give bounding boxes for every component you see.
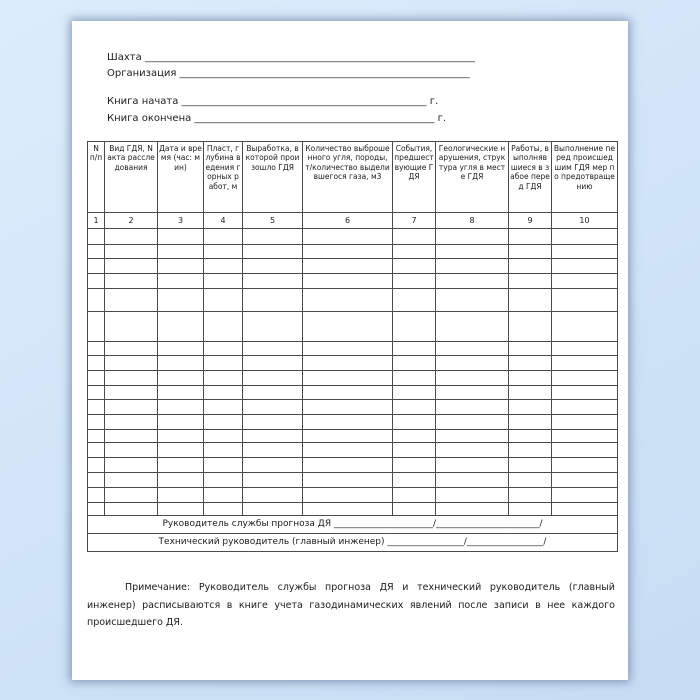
empty-cell	[393, 342, 436, 356]
empty-cell	[243, 443, 303, 458]
empty-cell	[552, 245, 618, 259]
empty-cell	[552, 430, 618, 443]
empty-cell	[509, 488, 552, 503]
empty-cell	[393, 356, 436, 371]
empty-cell	[509, 259, 552, 274]
empty-cell	[509, 386, 552, 400]
column-header-cell: Количество выброшенного угля, породы, т/количество выделившегося газа, м3	[303, 142, 393, 213]
empty-cell	[393, 274, 436, 289]
empty-cell	[303, 342, 393, 356]
field-label: Шахта	[107, 52, 142, 63]
signature-row	[88, 534, 618, 552]
empty-cell	[105, 289, 158, 312]
empty-cell	[436, 259, 509, 274]
empty-cell	[552, 443, 618, 458]
field-suffix: г.	[426, 96, 439, 107]
empty-cell	[303, 415, 393, 430]
field-blank-line: __________________________________________________________________	[144, 52, 475, 63]
empty-entry-row	[88, 458, 618, 473]
empty-entry-row	[88, 289, 618, 312]
empty-cell	[158, 488, 204, 503]
empty-cell	[436, 312, 509, 342]
column-header-cell: Выработка, в которой произошло ГДЯ	[243, 142, 303, 213]
empty-cell	[393, 386, 436, 400]
empty-cell	[88, 259, 105, 274]
empty-cell	[88, 245, 105, 259]
empty-cell	[303, 289, 393, 312]
empty-cell	[303, 371, 393, 386]
column-number-cell: 10	[552, 213, 618, 229]
empty-cell	[393, 443, 436, 458]
empty-cell	[436, 488, 509, 503]
empty-cell	[393, 312, 436, 342]
empty-cell	[204, 229, 243, 245]
empty-entry-row	[88, 488, 618, 503]
empty-cell	[243, 312, 303, 342]
empty-cell	[158, 458, 204, 473]
empty-cell	[552, 289, 618, 312]
empty-cell	[204, 503, 243, 516]
empty-cell	[204, 458, 243, 473]
empty-cell	[393, 488, 436, 503]
field-suffix: г.	[434, 113, 447, 124]
empty-cell	[204, 371, 243, 386]
empty-cell	[158, 356, 204, 371]
empty-cell	[509, 245, 552, 259]
empty-cell	[105, 415, 158, 430]
column-number-cell: 1	[88, 213, 105, 229]
empty-cell	[303, 386, 393, 400]
empty-cell	[158, 400, 204, 415]
empty-cell	[88, 503, 105, 516]
empty-cell	[243, 488, 303, 503]
empty-cell	[158, 371, 204, 386]
empty-cell	[552, 488, 618, 503]
empty-entry-row	[88, 356, 618, 371]
empty-cell	[552, 458, 618, 473]
empty-cell	[509, 371, 552, 386]
empty-cell	[303, 245, 393, 259]
empty-cell	[509, 289, 552, 312]
empty-cell	[393, 415, 436, 430]
empty-entry-row	[88, 430, 618, 443]
empty-cell	[436, 458, 509, 473]
empty-cell	[88, 458, 105, 473]
table-header-row	[88, 142, 618, 213]
gdya-registration-table	[87, 141, 618, 552]
empty-entry-row	[88, 400, 618, 415]
column-number-cell: 4	[204, 213, 243, 229]
empty-cell	[436, 473, 509, 488]
empty-cell	[243, 229, 303, 245]
empty-cell	[243, 259, 303, 274]
column-header-cell: Дата и время (час: мин)	[158, 142, 204, 213]
empty-cell	[552, 400, 618, 415]
empty-cell	[552, 386, 618, 400]
empty-cell	[158, 415, 204, 430]
column-number-cell: 8	[436, 213, 509, 229]
empty-cell	[204, 430, 243, 443]
empty-cell	[105, 245, 158, 259]
empty-cell	[509, 458, 552, 473]
empty-entry-row	[88, 245, 618, 259]
empty-cell	[105, 229, 158, 245]
empty-cell	[509, 443, 552, 458]
empty-cell	[204, 245, 243, 259]
empty-cell	[158, 274, 204, 289]
empty-cell	[303, 356, 393, 371]
empty-cell	[393, 503, 436, 516]
empty-cell	[243, 473, 303, 488]
empty-entry-row	[88, 371, 618, 386]
empty-cell	[105, 342, 158, 356]
empty-cell	[88, 312, 105, 342]
empty-cell	[158, 473, 204, 488]
document-page	[72, 21, 628, 680]
column-header-cell: События, предшествующие ГДЯ	[393, 142, 436, 213]
empty-cell	[243, 503, 303, 516]
empty-cell	[303, 259, 393, 274]
empty-cell	[436, 503, 509, 516]
empty-cell	[436, 289, 509, 312]
column-header-cell: N п/п	[88, 142, 105, 213]
empty-entry-row	[88, 274, 618, 289]
empty-cell	[509, 312, 552, 342]
empty-cell	[243, 274, 303, 289]
empty-cell	[158, 259, 204, 274]
empty-cell	[158, 245, 204, 259]
empty-cell	[158, 430, 204, 443]
empty-cell	[303, 488, 393, 503]
empty-cell	[88, 488, 105, 503]
empty-cell	[509, 430, 552, 443]
column-numbers-row	[88, 213, 618, 229]
empty-entry-row	[88, 415, 618, 430]
note-paragraph: Примечание: Руководитель службы прогноза ДЯ и технический руководитель (главный инженер) расписываются в книге учета газодинамических явлений после записи в нее каждого происшедшего ДЯ.	[87, 582, 615, 628]
field-blank-line: ________________________________________________	[194, 113, 435, 124]
empty-cell	[158, 342, 204, 356]
empty-cell	[88, 356, 105, 371]
empty-cell	[552, 342, 618, 356]
field-label: Книга окончена	[107, 113, 192, 124]
empty-cell	[552, 503, 618, 516]
empty-cell	[303, 430, 393, 443]
form-field-row	[107, 50, 475, 66]
empty-cell	[303, 229, 393, 245]
empty-entry-row	[88, 229, 618, 245]
empty-cell	[243, 342, 303, 356]
empty-cell	[552, 473, 618, 488]
empty-cell	[204, 386, 243, 400]
empty-cell	[303, 473, 393, 488]
empty-cell	[303, 443, 393, 458]
empty-cell	[303, 458, 393, 473]
empty-cell	[105, 400, 158, 415]
empty-cell	[105, 356, 158, 371]
empty-cell	[243, 356, 303, 371]
empty-cell	[204, 443, 243, 458]
empty-cell	[552, 356, 618, 371]
empty-cell	[243, 386, 303, 400]
empty-cell	[88, 400, 105, 415]
column-number-cell: 3	[158, 213, 204, 229]
column-number-cell: 2	[105, 213, 158, 229]
empty-cell	[88, 274, 105, 289]
field-blank-line: _________________________________________________	[181, 96, 427, 107]
empty-cell	[204, 342, 243, 356]
empty-cell	[509, 415, 552, 430]
empty-entry-row	[88, 259, 618, 274]
empty-cell	[88, 342, 105, 356]
empty-cell	[393, 458, 436, 473]
form-field-row	[107, 66, 475, 82]
empty-cell	[105, 259, 158, 274]
empty-cell	[105, 430, 158, 443]
empty-cell	[243, 458, 303, 473]
column-number-cell: 6	[303, 213, 393, 229]
empty-cell	[393, 473, 436, 488]
empty-cell	[105, 458, 158, 473]
empty-cell	[552, 274, 618, 289]
empty-cell	[204, 289, 243, 312]
empty-cell	[552, 312, 618, 342]
empty-cell	[552, 229, 618, 245]
empty-cell	[509, 342, 552, 356]
empty-cell	[436, 430, 509, 443]
empty-cell	[88, 289, 105, 312]
empty-cell	[552, 415, 618, 430]
empty-cell	[393, 229, 436, 245]
empty-cell	[88, 415, 105, 430]
empty-cell	[436, 229, 509, 245]
empty-cell	[436, 371, 509, 386]
field-label: Книга начата	[107, 96, 179, 107]
empty-cell	[88, 430, 105, 443]
empty-cell	[158, 386, 204, 400]
empty-cell	[158, 443, 204, 458]
empty-cell	[105, 312, 158, 342]
empty-cell	[436, 400, 509, 415]
form-field-row	[107, 111, 475, 127]
empty-cell	[88, 443, 105, 458]
empty-cell	[243, 289, 303, 312]
empty-cell	[509, 400, 552, 415]
empty-cell	[158, 229, 204, 245]
empty-cell	[158, 503, 204, 516]
column-header-cell: Вид ГДЯ, N акта расследования	[105, 142, 158, 213]
empty-cell	[509, 229, 552, 245]
signature-row	[88, 516, 618, 534]
empty-cell	[393, 400, 436, 415]
signature-line: Технический руководитель (главный инженер) _________________/_________________/	[88, 534, 618, 552]
empty-cell	[509, 473, 552, 488]
empty-cell	[552, 371, 618, 386]
empty-entry-row	[88, 342, 618, 356]
column-header-cell: Геологические нарушения, структура угля в месте ГДЯ	[436, 142, 509, 213]
empty-cell	[204, 473, 243, 488]
column-header-cell: Выполнение перед происшедшим ГДЯ мер по предотвращению	[552, 142, 618, 213]
empty-cell	[105, 371, 158, 386]
empty-cell	[105, 503, 158, 516]
empty-cell	[436, 342, 509, 356]
empty-cell	[243, 430, 303, 443]
empty-cell	[88, 371, 105, 386]
empty-cell	[105, 274, 158, 289]
column-header-cell: Работы, выполнявшиеся в забое перед ГДЯ	[509, 142, 552, 213]
empty-cell	[552, 259, 618, 274]
empty-cell	[204, 312, 243, 342]
empty-cell	[243, 371, 303, 386]
empty-cell	[509, 503, 552, 516]
empty-cell	[436, 274, 509, 289]
empty-cell	[393, 289, 436, 312]
empty-cell	[436, 415, 509, 430]
empty-cell	[436, 356, 509, 371]
empty-cell	[303, 400, 393, 415]
empty-cell	[88, 229, 105, 245]
empty-cell	[158, 312, 204, 342]
column-number-cell: 7	[393, 213, 436, 229]
empty-cell	[204, 259, 243, 274]
empty-cell	[393, 259, 436, 274]
empty-cell	[393, 371, 436, 386]
column-header-cell: Пласт, глубина ведения горных работ, м	[204, 142, 243, 213]
empty-cell	[204, 356, 243, 371]
empty-entry-row	[88, 312, 618, 342]
empty-entry-row	[88, 443, 618, 458]
empty-cell	[105, 443, 158, 458]
empty-cell	[436, 386, 509, 400]
signature-line: Руководитель службы прогноза ДЯ ______________________/_______________________/	[88, 516, 618, 534]
empty-cell	[303, 274, 393, 289]
empty-entry-row	[88, 503, 618, 516]
header-fields	[107, 50, 475, 127]
empty-cell	[105, 386, 158, 400]
empty-cell	[243, 245, 303, 259]
empty-cell	[88, 473, 105, 488]
empty-entry-row	[88, 386, 618, 400]
column-number-cell: 5	[243, 213, 303, 229]
empty-cell	[204, 274, 243, 289]
empty-cell	[204, 415, 243, 430]
empty-cell	[393, 245, 436, 259]
empty-cell	[303, 312, 393, 342]
empty-cell	[204, 488, 243, 503]
empty-cell	[436, 443, 509, 458]
field-label: Организация	[107, 68, 177, 79]
empty-cell	[88, 386, 105, 400]
empty-cell	[105, 488, 158, 503]
column-number-cell: 9	[509, 213, 552, 229]
empty-cell	[393, 430, 436, 443]
empty-cell	[105, 473, 158, 488]
empty-cell	[509, 274, 552, 289]
empty-entry-row	[88, 473, 618, 488]
field-blank-line: __________________________________________________________	[179, 68, 470, 79]
empty-cell	[303, 503, 393, 516]
empty-cell	[509, 356, 552, 371]
empty-cell	[204, 400, 243, 415]
empty-cell	[158, 289, 204, 312]
empty-cell	[243, 415, 303, 430]
empty-cell	[243, 400, 303, 415]
empty-cell	[436, 245, 509, 259]
form-field-row	[107, 93, 475, 111]
